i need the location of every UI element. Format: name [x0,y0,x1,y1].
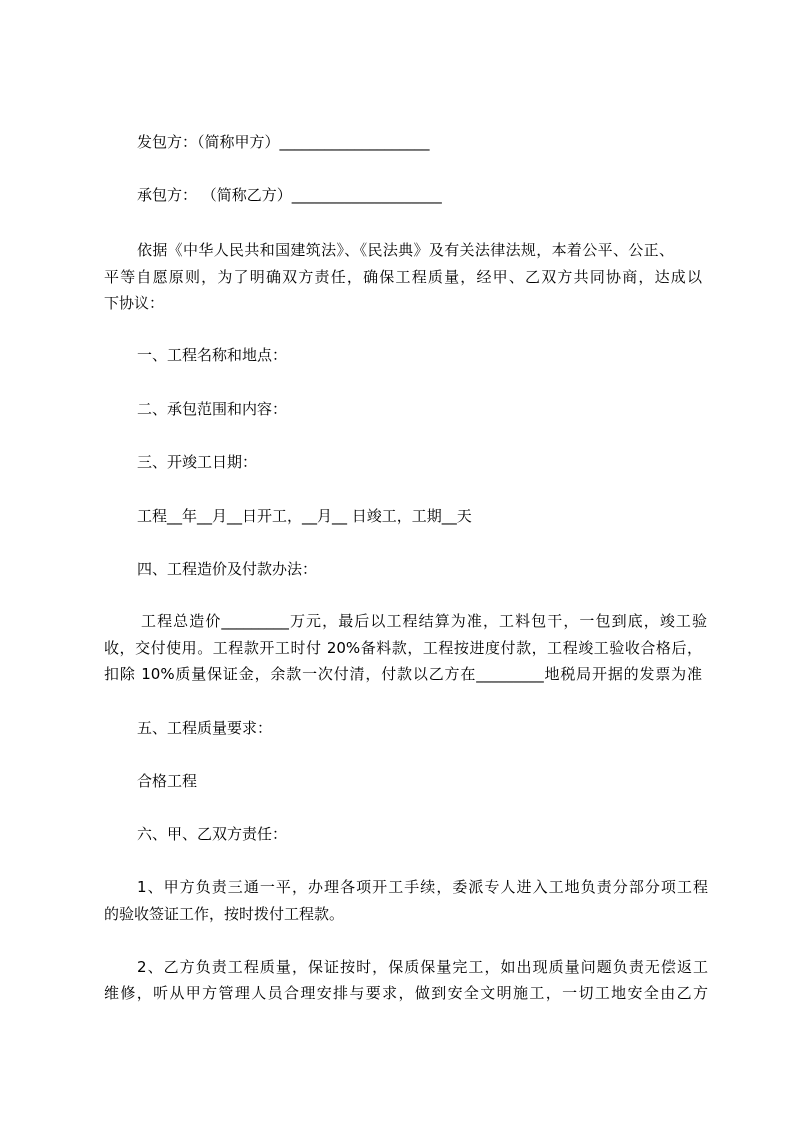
intro-line-2: 平等自愿原则，为了明确双方责任，确保工程质量，经甲、乙双方共同协商，达成以 [104,268,702,286]
section-4-line-3: 扣除 10%质量保证金，余款一次付清，付款以乙方在_________地税局开据的发票为准 [104,665,702,683]
section-3-body: 工程__年__月__日开工，__月__ 日竣工，工期__天 [137,507,472,525]
section-4-title: 四、工程造价及付款办法： [137,560,318,578]
section-6-item-1-line-2: 的验收签证工作，按时拨付工程款。 [104,905,345,923]
section-5-title: 五、工程质量要求： [137,719,273,737]
intro-line-3: 下协议： [104,294,165,312]
party-a-line: 发包方：（简称甲方）____________________ [137,133,430,151]
party-b-line: 承包方： （简称乙方）____________________ [137,186,442,204]
section-2-title: 二、承包范围和内容： [137,400,288,418]
section-5-body: 合格工程 [137,772,198,790]
section-4-line-2: 收，交付使用。工程款开工时付 20%备料款，工程按进度付款，工程竣工验收合格后， [104,639,702,657]
section-1-title: 一、工程名称和地点： [137,346,288,364]
section-4-line-1: 工程总造价_________万元，最后以工程结算为准，工料包干，一包到底，竣工验 [141,612,707,630]
intro-line-1: 依据《中华人民共和国建筑法》、《民法典》及有关法律法规，本着公平、公正、 [137,241,674,259]
section-6-item-2-line-2: 维修，听从甲方管理人员合理安排与要求，做到安全文明施工，一切工地安全由乙方 [104,984,708,1002]
section-6-item-1-line-1: 1、甲方负责三通一平，办理各项开工手续，委派专人进入工地负责分部分项工程 [137,878,708,896]
section-6-item-2-line-1: 2、乙方负责工程质量，保证按时，保质保量完工，如出现质量问题负责无偿返工 [137,958,708,976]
section-3-title: 三、开竣工日期： [137,453,258,471]
section-6-title: 六、甲、乙双方责任： [137,825,288,843]
